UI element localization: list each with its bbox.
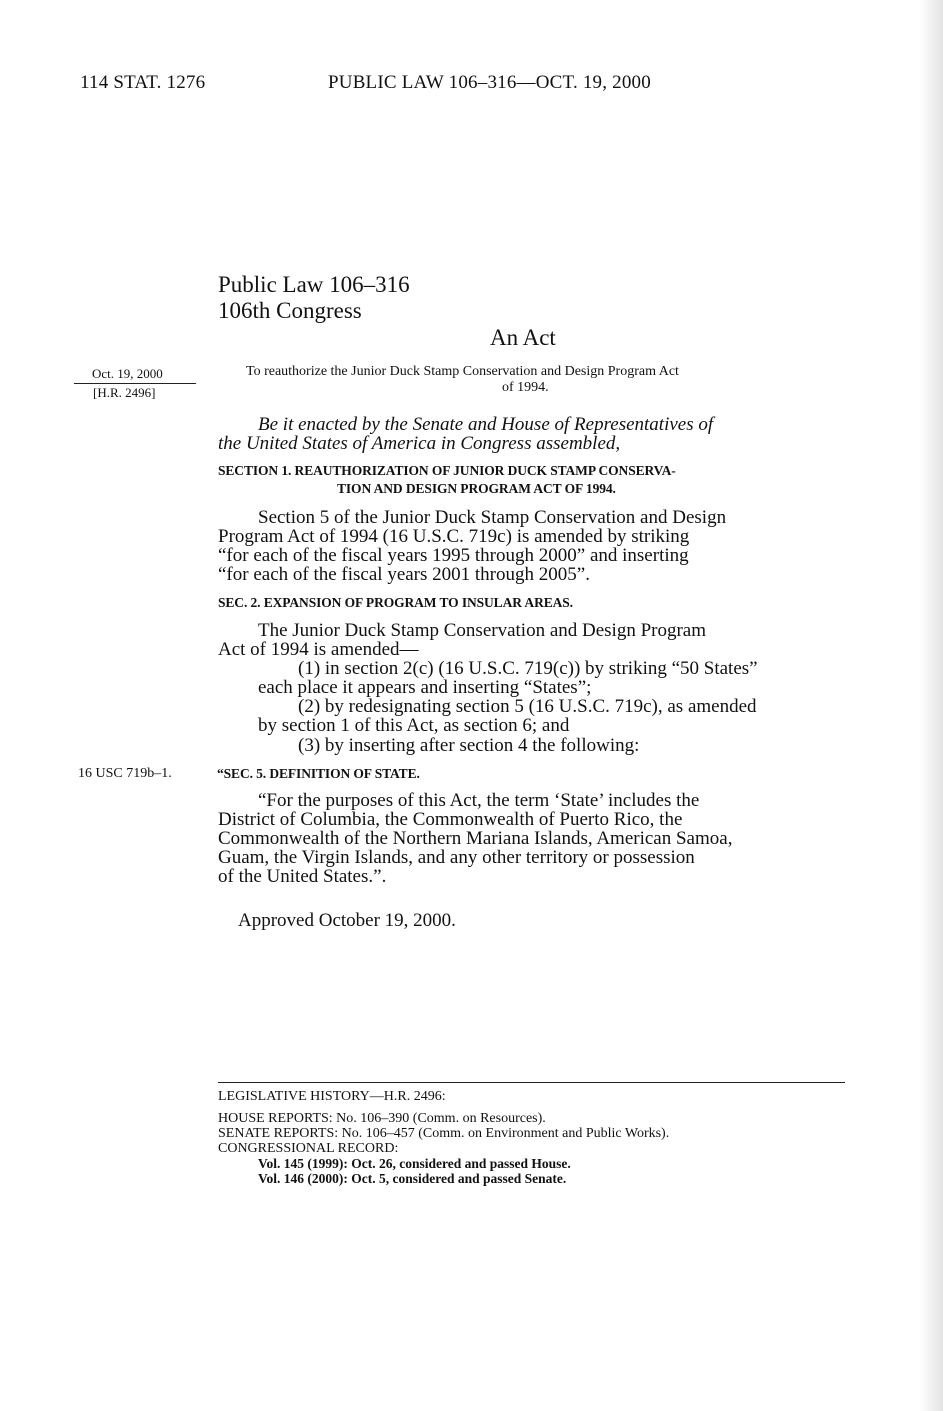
legislative-history-title: LEGISLATIVE HISTORY—H.R. 2496: [218,1089,446,1104]
act-title: An Act [490,325,556,350]
margin-divider [74,383,196,384]
approval-date: Approved October 19, 2000. [238,910,456,931]
section-2-item-3: (3) by inserting after section 4 the following: [298,735,640,756]
section-1-text-line-2: Program Act of 1994 (16 U.S.C. 719c) is amended by striking [218,526,690,547]
margin-bill-number: [H.R. 2496] [93,385,156,400]
section-5-text-line-5: of the United States.”. [218,866,387,887]
section-2-item-1-line-1: (1) in section 2(c) (16 U.S.C. 719(c)) by striking “50 States” [298,658,758,679]
section-2-item-1-line-2: each place it appears and inserting “States”; [258,677,592,698]
margin-date: Oct. 19, 2000 [92,366,163,381]
section-1-heading-line-2: TION AND DESIGN PROGRAM ACT OF 1994. [337,481,616,496]
stat-page-number: 114 STAT. 1276 [80,72,206,93]
legislative-history-rule [218,1082,845,1083]
running-title: PUBLIC LAW 106–316—OCT. 19, 2000 [328,72,651,93]
section-2-intro-line-2: Act of 1994 is amended— [218,639,419,660]
enacting-clause-line-1: Be it enacted by the Senate and House of Representatives of [258,414,714,435]
section-5-heading: “SEC. 5. DEFINITION OF STATE. [217,766,420,781]
section-5-text-line-4: Guam, the Virgin Islands, and any other territory or possession [218,847,695,868]
purpose-line-2: of 1994. [502,380,549,395]
section-1-text-line-3: “for each of the fiscal years 1995 through 2000” and inserting [218,545,689,566]
congressional-record-label: CONGRESSIONAL RECORD: [218,1141,399,1156]
page-edge-shadow [919,0,943,1411]
section-2-item-2-line-1: (2) by redesignating section 5 (16 U.S.C. 719c), as amended [298,696,757,717]
section-5-text-line-2: District of Columbia, the Commonwealth of Puerto Rico, the [218,809,683,830]
enacting-clause-line-2: the United States of America in Congress assembled, [218,433,621,454]
record-vol-146: Vol. 146 (2000): Oct. 5, considered and passed Senate. [258,1171,567,1186]
record-vol-145: Vol. 145 (1999): Oct. 26, considered and passed House. [258,1156,571,1171]
senate-reports: SENATE REPORTS: No. 106–457 (Comm. on Environment and Public Works). [218,1126,670,1141]
law-number: Public Law 106–316 [218,272,410,297]
section-1-text-line-1: Section 5 of the Junior Duck Stamp Conservation and Design [258,507,727,528]
section-2-heading: SEC. 2. EXPANSION OF PROGRAM TO INSULAR AREAS. [218,595,573,610]
house-reports: HOUSE REPORTS: No. 106–390 (Comm. on Resources). [218,1111,546,1126]
section-5-text-line-1: “For the purposes of this Act, the term ‘State’ includes the [258,790,700,811]
section-2-item-2-line-2: by section 1 of this Act, as section 6; and [258,715,570,736]
section-5-text-line-3: Commonwealth of the Northern Mariana Islands, American Samoa, [218,828,733,849]
margin-usc-citation: 16 USC 719b–1. [78,766,172,781]
section-1-text-line-4: “for each of the fiscal years 2001 through 2005”. [218,564,590,585]
section-1-heading-line-1: SECTION 1. REAUTHORIZATION OF JUNIOR DUCK STAMP CONSERVA- [218,463,676,478]
congress-number: 106th Congress [218,298,362,323]
section-2-intro-line-1: The Junior Duck Stamp Conservation and Design Program [258,620,707,641]
purpose-line-1: To reauthorize the Junior Duck Stamp Conservation and Design Program Act [246,364,679,379]
